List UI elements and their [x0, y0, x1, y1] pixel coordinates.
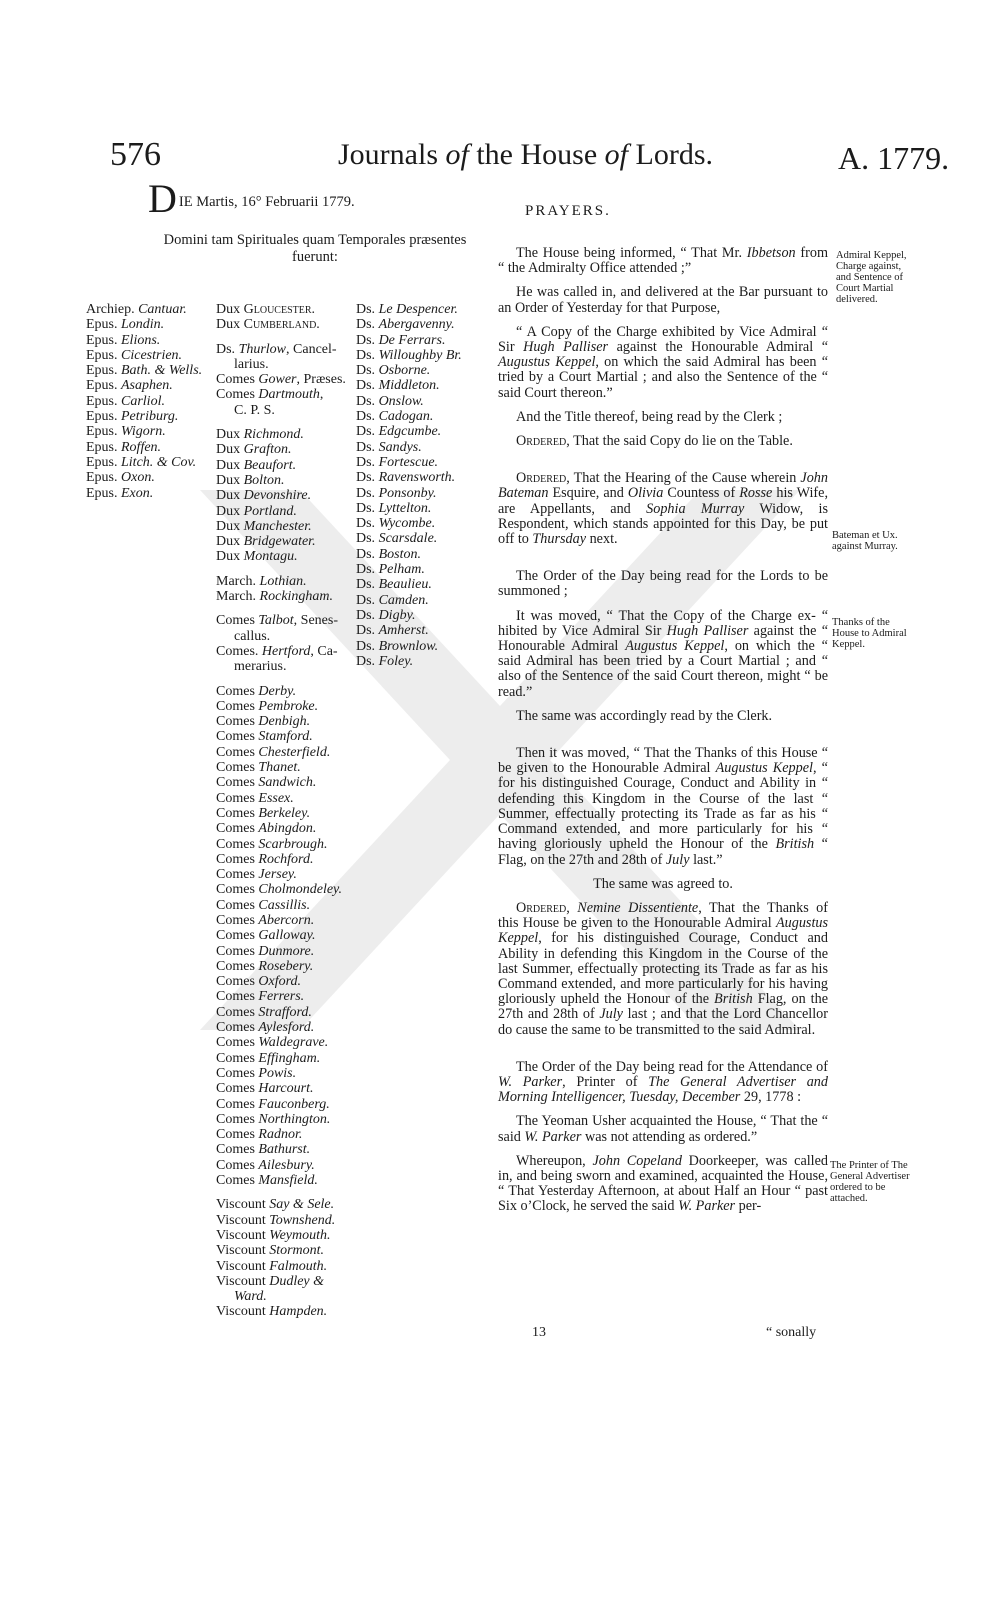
attendance-name: Ds. Ponsonby. [356, 485, 437, 501]
attendance-name: Ds. Onslow. [356, 393, 424, 409]
attendance-name: Comes Effingham. [216, 1050, 321, 1066]
attendance-name: Comes Ailesbury. [216, 1157, 315, 1173]
paragraph: He was called in, and delivered at the Bar pursuant to an Order of Yesterday for that Purpose, [498, 284, 828, 316]
attendance-name: Epus. Elions. [86, 332, 161, 348]
attendance-name-cont: Ward. [234, 1289, 267, 1305]
attendance-name: Comes Waldegrave. [216, 1035, 329, 1051]
attendance-name: March. Lothian. [216, 573, 307, 589]
attendance-name: Epus. Wigorn. [86, 424, 166, 440]
attendance-name: Ds. Scarsdale. [356, 531, 438, 547]
attendance-name: Ds. Fortescue. [356, 454, 439, 470]
attendance-name: Ds. Brownlow. [356, 638, 439, 654]
attendance-name: Viscount Dudley & [216, 1273, 325, 1289]
attendance-office-holder: Comes Talbot, Senes- [216, 613, 338, 629]
attendance-name: Comes Mansfield. [216, 1173, 318, 1189]
drop-cap: D [148, 176, 177, 221]
attendance-name: Ds. Sandys. [356, 439, 422, 455]
attendance-name: Dux Portland. [216, 503, 297, 519]
attendance-name: Epus. Cicestrien. [86, 347, 183, 363]
attendance-name: Epus. Exon. [86, 485, 154, 501]
attendance-office-cont: C. P. S. [234, 402, 275, 418]
attendance-name: Dux Beaufort. [216, 457, 297, 473]
attendance-name: Comes Cholmondeley. [216, 882, 342, 898]
attendance-name: Archiep. Cantuar. [86, 302, 187, 317]
paragraph: The Yeoman Usher acquainted the House, “ That the “ said W. Parker was not attending as ordered.” [498, 1113, 828, 1145]
attendance-name: Ds. Cadogan. [356, 409, 434, 425]
attendance-name: Comes Bathurst. [216, 1142, 311, 1158]
paragraph: And the Title thereof, being read by the Clerk ; [516, 408, 783, 425]
attendance-name: Ds. Amherst. [356, 623, 429, 639]
attendance-name: Epus. Roffen. [86, 439, 162, 455]
margin-note-bateman: Bateman et Ux. against Murray. [832, 530, 898, 552]
paragraph: The House being informed, “ That Mr. Ibbetson from “ the Admiralty Office attended ;” [498, 245, 828, 277]
attendance-office-holder: Ds. Thurlow, Cancel- [216, 341, 337, 357]
attendance-name: Epus. Oxon. [86, 470, 155, 486]
attendance-name: Dux Bridgewater. [216, 534, 316, 550]
paragraph: “ A Copy of the Charge exhibited by Vice Admiral “ Sir Hugh Palliser against the Honourable Admiral “ Augustus Keppel, on which the said Admiral has been “ tried by a Court Martial ; and also the Sentence of the “ said Court thereon.” [498, 323, 828, 401]
attendance-name: Dux Gloucester. [216, 302, 316, 317]
attendance-heading: Domini tam Spirituales quam Temporales præsentes fuerunt: [163, 232, 467, 265]
attendance-name: Ds. Digby. [356, 607, 416, 623]
attendance-name: Viscount Hampden. [216, 1304, 328, 1320]
paragraph: The same was agreed to. [593, 875, 733, 892]
attendance-name: Comes Powis. [216, 1065, 297, 1081]
proceedings-text [498, 246, 828, 1224]
page-number: 576 [110, 136, 161, 173]
attendance-name: Ds. Beaulieu. [356, 577, 432, 593]
attendance-name: Viscount Townshend. [216, 1212, 336, 1228]
dateline: DIE Martis, 16° Februarii 1779. [148, 176, 355, 221]
attendance-name: Comes Stamford. [216, 729, 313, 745]
attendance-name: Ds. Wycombe. [356, 516, 436, 532]
attendance-name: Ds. Middleton. [356, 378, 440, 394]
attendance-name: Ds. Pelham. [356, 562, 425, 578]
attendance-name: Dux Montagu. [216, 549, 298, 565]
attendance-name: Ds. Lyttelton. [356, 500, 432, 516]
attendance-name: Comes Galloway. [216, 928, 316, 944]
paragraph: Ordered, That the Hearing of the Cause wherein John Bateman Esquire, and Olivia Countess of Rosse his Wife, are Appellants, and Sophia Murray Widow, is Respondent, which stands appointed for this Day, be put off to Thursday next. [498, 470, 828, 548]
paragraph: Then it was moved, “ That the Thanks of this House “ be given to the Honourable Admiral Augustus Keppel, “ for his distinguished Courage, Conduct and Ability in “ defending this Kingdom in the Course of the last “ Summer, effectually protecting its Trade as far as his “ Command extended, and more particularly for his “ having gloriously upheld the Honour of the British “ Flag, on the 27th and 28th of July last.” [498, 745, 828, 868]
attendance-name: Epus. Litch. & Cov. [86, 454, 197, 470]
attendance-name: Comes Scarbrough. [216, 836, 328, 852]
attendance-name: Ds. Le Despencer. [356, 302, 458, 317]
paragraph: The same was accordingly read by the Clerk. [516, 707, 773, 724]
attendance-office-cont: merarius. [234, 659, 287, 675]
catchword: “ sonally [766, 1325, 817, 1340]
attendance-name: Ds. De Ferrars. [356, 332, 446, 348]
attendance-name: Epus. Bath. & Wells. [86, 363, 203, 379]
attendance-name: Ds. Camden. [356, 592, 429, 608]
prayers-heading: PRAYERS. [525, 203, 611, 219]
attendance-name: Ds. Abergavenny. [356, 317, 455, 333]
attendance-name: Viscount Falmouth. [216, 1258, 328, 1274]
attendance-name: Viscount Stormont. [216, 1243, 325, 1259]
attendance-column-bishops [86, 302, 202, 501]
running-title: Journals of the House of Lords. [338, 138, 713, 171]
attendance-name: Dux Grafton. [216, 442, 292, 458]
attendance-column-peers [216, 302, 346, 1320]
attendance-name: Comes Abingdon. [216, 821, 317, 837]
attendance-name: Dux Bolton. [216, 472, 285, 488]
attendance-office-holder: Comes Gower, Præses. [216, 372, 346, 388]
attendance-name: Comes Ferrers. [216, 989, 305, 1005]
attendance-name: Comes Abercorn. [216, 912, 315, 928]
attendance-name: Dux Cumberland. [216, 317, 320, 333]
attendance-name: Comes Radnor. [216, 1127, 303, 1143]
paragraph: Whereupon, John Copeland Doorkeeper, was called in, and being sworn and examined, acquainted the House, “ That Yesterday Afternoon, at about Half an Hour “ past Six o’Clock, he served the said W. Parker per- [498, 1152, 829, 1215]
attendance-office-cont: callus. [234, 628, 271, 644]
attendance-name: Comes Harcourt. [216, 1081, 314, 1097]
attendance-name: Epus. Londin. [86, 317, 165, 333]
attendance-name: Ds. Edgcumbe. [356, 424, 442, 440]
margin-note-thanks: Thanks of the House to Admiral Keppel. [832, 617, 907, 650]
signature-mark: 13 [532, 1325, 546, 1340]
attendance-name: Comes Cassillis. [216, 897, 311, 913]
attendance-name: Comes Denbigh. [216, 714, 311, 730]
paragraph: Ordered, Nemine Dissentiente, That the Thanks of this House be given to the Honourable Admiral Augustus Keppel, for his distinguished Courage, Conduct and Ability in defending this Kingdom in the Course of the last Summer, effectually protecting its Trade as far as his Command extended, and more particularly for his having gloriously upheld the Honour of the British Flag, on the 27th and 28th of July last ; and that the Lord Chancellor do cause the same to be transmitted to the said Admiral. [498, 899, 829, 1038]
attendance-name: Epus. Petriburg. [86, 409, 179, 425]
attendance-name: Comes Essex. [216, 790, 294, 806]
attendance-name: Ds. Ravensworth. [356, 470, 456, 486]
attendance-name: Comes Rochford. [216, 851, 314, 867]
year: A. 1779. [838, 140, 950, 176]
margin-note-keppel-charge: Admiral Keppel, Charge against, and Sentence of Court Martial delivered. [836, 250, 907, 305]
attendance-name: Comes Strafford. [216, 1004, 312, 1020]
attendance-name: Dux Manchester. [216, 518, 312, 534]
attendance-name: Comes Jersey. [216, 867, 297, 883]
attendance-name: Epus. Carliol. [86, 393, 165, 409]
attendance-name: Comes Aylesford. [216, 1020, 315, 1036]
attendance-office-cont: larius. [234, 356, 269, 372]
attendance-name: Comes Derby. [216, 683, 297, 699]
attendance-name: Ds. Boston. [356, 546, 421, 562]
attendance-name: Comes Berkeley. [216, 805, 311, 821]
paragraph: The Order of the Day being read for the Attendance of W. Parker, Printer of The General Advertiser and Morning Intelligencer, Tuesday, December 29, 1778 : [498, 1058, 828, 1106]
margin-note-printer: The Printer of The General Advertiser ordered to be attached. [830, 1160, 910, 1204]
paragraph: Ordered, That the said Copy do lie on the Table. [516, 433, 793, 450]
paragraph: It was moved, “ That the Copy of the Charge ex- “ hibited by Vice Admiral Sir Hugh Palliser against the “ Honourable Admiral Augustus Keppel, on which the “ said Admiral has been tried by a Court Martial ; and “ also of the Sentence of the said Court thereon, might “ be read.” [498, 607, 828, 700]
attendance-office-holder: Comes. Hertford, Ca- [216, 643, 338, 659]
attendance-name: Dux Richmond. [216, 427, 304, 443]
attendance-name: Comes Oxford. [216, 974, 302, 990]
attendance-name: Comes Thanet. [216, 760, 301, 776]
attendance-name: Comes Dunmore. [216, 943, 315, 959]
attendance-name: Epus. Asaphen. [86, 378, 173, 394]
attendance-office-holder: Comes Dartmouth, [216, 387, 324, 403]
attendance-name: Comes Pembroke. [216, 698, 319, 714]
attendance-name: March. Rockingham. [216, 589, 334, 605]
attendance-name: Ds. Foley. [356, 653, 414, 669]
attendance-name: Dux Devonshire. [216, 488, 312, 504]
paragraph: The Order of the Day being read for the Lords to be summoned ; [498, 568, 828, 600]
attendance-name: Viscount Say & Sele. [216, 1197, 335, 1213]
attendance-column-barons [356, 302, 462, 669]
attendance-name: Comes Sandwich. [216, 775, 317, 791]
attendance-name: Viscount Weymouth. [216, 1227, 331, 1243]
attendance-name: Comes Chesterfield. [216, 744, 331, 760]
attendance-name: Comes Northington. [216, 1111, 331, 1127]
attendance-name: Comes Fauconberg. [216, 1096, 330, 1112]
attendance-name: Ds. Willoughby Br. [356, 347, 462, 363]
attendance-name: Ds. Osborne. [356, 363, 431, 379]
attendance-name: Comes Rosebery. [216, 958, 314, 974]
